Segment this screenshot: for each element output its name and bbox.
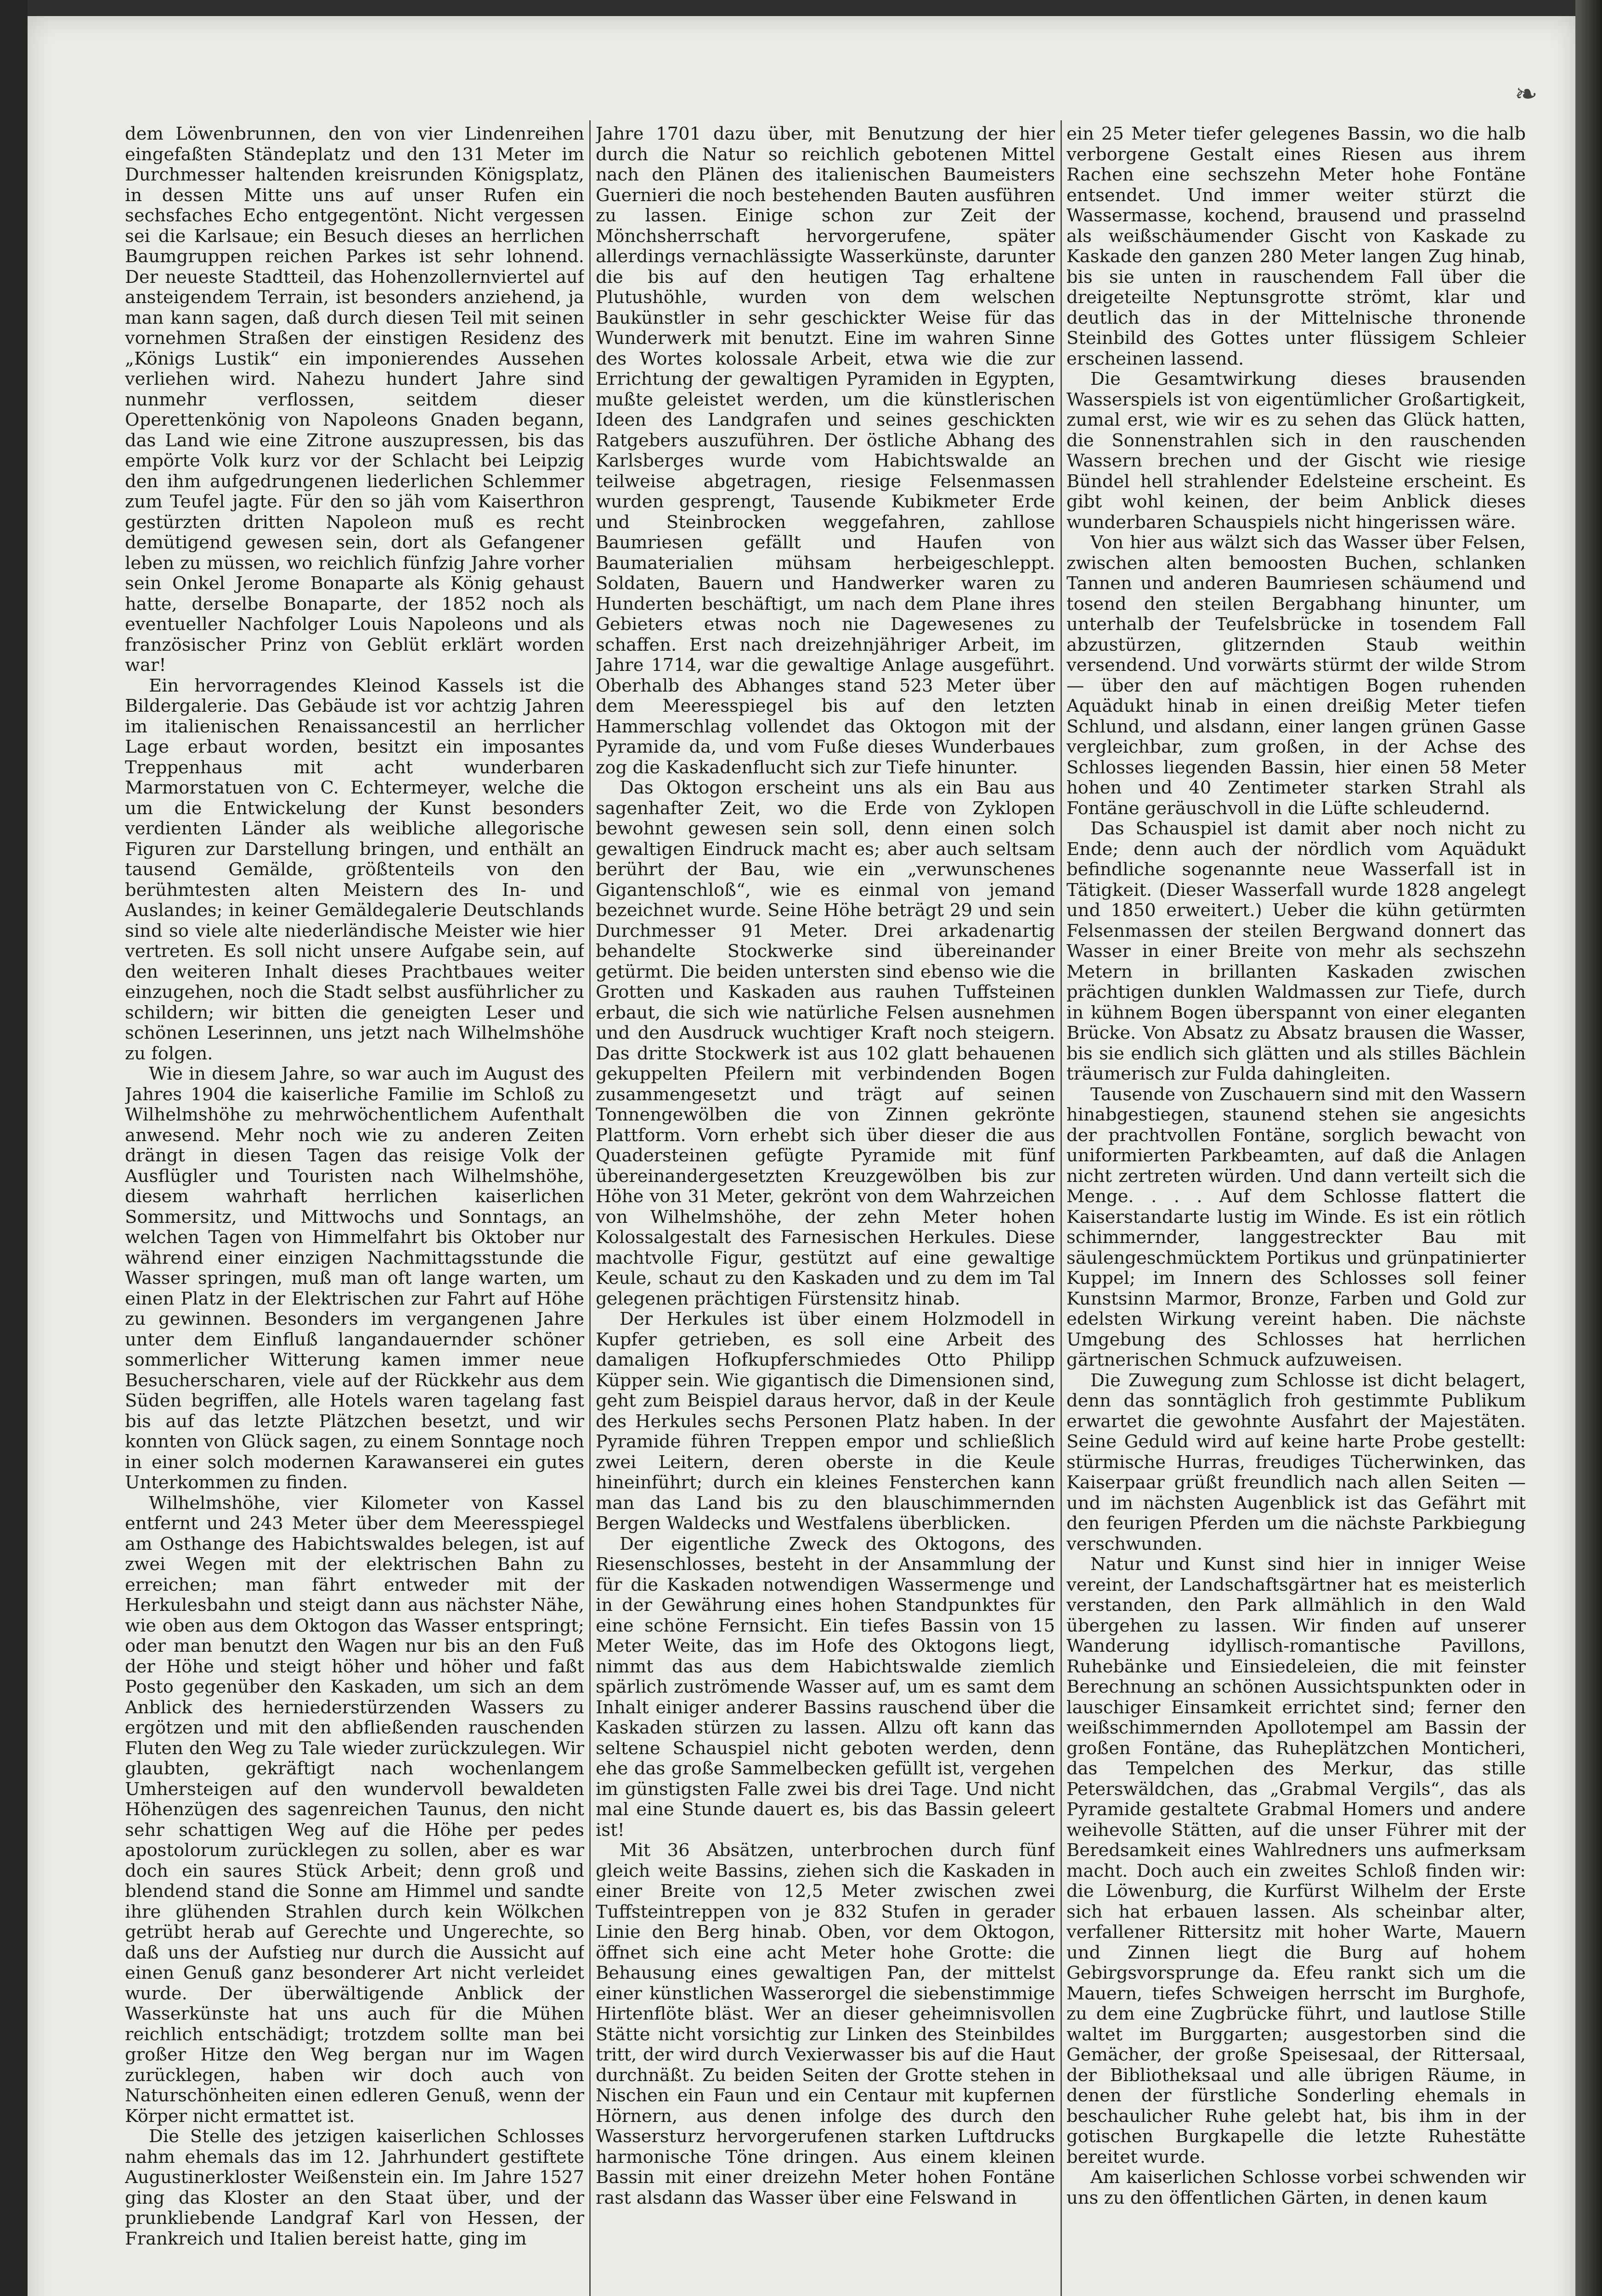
paragraph: Der eigentliche Zweck des Oktogons, des Riesenschlosses, besteht in der Ansammlung der für die Kaskaden notwendigen Wassermenge und in der Gewährung eines hohen Standpunktes für eine schöne Fernsicht. Ein tiefes Bassin von 15 Meter Weite, das im Hofe des Oktogons liegt, nimmt das aus dem Habichtswalde ziemlich spärlich zuströmende Wasser auf, um es samt dem Inhalt einiger anderer Bassins rauschend über die Kaskaden stürzen zu lassen. Allzu oft kann das seltene Schauspiel nicht geboten werden, denn ehe das große Sammelbecken gefüllt ist, vergehen im günstigsten Falle zwei bis drei Tage. Und nicht mal eine Stunde dauert es, bis das Bassin geleert ist! bbox=[596, 1533, 1055, 1840]
paragraph: Die Stelle des jetzigen kaiserlichen Schlosses nahm ehemals das im 12. Jahrhundert gestiftete Augustinerkloster Weißenstein ein. Im Jahre 1527 ging das Kloster an den Staat über, und der prunkliebende Landgraf Karl von Hessen, der Frankreich und Italien bereist hatte, ging im bbox=[125, 2126, 584, 2249]
torn-corner-mark: ❧ bbox=[1514, 78, 1538, 110]
page-left-edge bbox=[0, 0, 28, 2296]
paragraph: Das Schauspiel ist damit aber noch nicht zu Ende; denn auch der nördlich vom Aquädukt befindliche sogenannte neue Wasserfall ist in Tätigkeit. (Dieser Wasserfall wurde 1828 angelegt und 1850 erweitert.) Ueber die kühn getürmten Felsenmassen der steilen Bergwand donnert das Wasser in einer Breite von mehr als sechszehn Metern in brillanten Kaskaden zwischen prächtigen dunklen Waldmassen zur Tiefe, durch in kühnem Bogen überspannt von einer eleganten Brücke. Von Absatz zu Absatz brausen die Wasser, bis sie endlich sich glätten und als stilles Bächlein träumerisch zur Fulda dahingleiten. bbox=[1066, 818, 1526, 1084]
paragraph: Am kaiserlichen Schlosse vorbei schwenden wir uns zu den öffentlichen Gärten, in denen kaum bbox=[1066, 2167, 1526, 2208]
text-column-2 bbox=[596, 124, 1055, 2296]
paragraph: ein 25 Meter tiefer gelegenes Bassin, wo die halb verborgene Gestalt eines Riesen aus ihrem Rachen eine sechszehn Meter hohe Fontäne entsendet. Und immer weiter stürzt die Wassermasse, kochend, brausend und prasselnd als weißschäumender Gischt von Kaskade zu Kaskade den ganzen 280 Meter langen Zug hinab, bis sie unten in rauschendem Fall über die dreigeteilte Neptunsgrotte strömt, klar und deutlich das in der Mittelnische thronende Steinbild des Gottes unter flüssigem Schleier erscheinen lassend. bbox=[1066, 124, 1526, 369]
paragraph: Der Herkules ist über einem Holzmodell in Kupfer getrieben, es soll eine Arbeit des damaligen Hofkupferschmiedes Otto Philipp Küpper sein. Wie gigantisch die Dimensionen sind, geht zum Beispiel daraus hervor, daß in der Keule des Herkules sechs Personen Platz haben. In der Pyramide führen Treppen empor und schließlich zwei Leitern, deren oberste in die Keule hineinführt; durch ein kleines Fensterchen kann man das Land bis zu den blauschimmernden Bergen Waldecks und Westfalens überblicken. bbox=[596, 1309, 1055, 1534]
paragraph: Die Gesamtwirkung dieses brausenden Wasserspiels ist von eigentümlicher Großartigkeit, zumal erst, wie wir es zu sehen das Glück hatten, die Sonnenstrahlen sich in den rauschenden Wassern brechen und der Gischt wie riesige Bündel hell strahlender Edelsteine erscheint. Es gibt wohl keinen, der beim Anblick dieses wunderbaren Schauspiels nicht hingerissen wäre. bbox=[1066, 369, 1526, 533]
text-column-1 bbox=[125, 124, 584, 2296]
paragraph: Das Oktogon erscheint uns als ein Bau aus sagenhafter Zeit, wo die Erde von Zyklopen bewohnt gewesen sein soll, denn einen solch gewaltigen Eindruck macht es; aber auch seltsam berührt der Bau, wie ein „verwunschenes Gigantenschloß“, wie es einmal von jemand bezeichnet wurde. Seine Höhe beträgt 29 und sein Durchmesser 91 Meter. Drei arkadenartig behandelte Stockwerke sind übereinander getürmt. Die beiden untersten sind ebenso wie die Grotten und Kaskaden aus rauhen Tuffsteinen erbaut, die sich wie natürliche Felsen ausnehmen und den Ausdruck wuchtiger Kraft noch steigern. Das dritte Stockwerk ist aus 102 glatt behauenen gekuppelten Pfeilern mit verbindenden Bogen zusammengesetzt und trägt auf seinen Tonnengewölben die von Zinnen gekrönte Plattform. Vorn erhebt sich über dieser die aus Quadersteinen gefügte Pyramide mit fünf übereinandergesetzten Kreuzgewölben bis zur Höhe von 31 Meter, gekrönt von dem Wahrzeichen von Wilhelmshöhe, der zehn Meter hohen Kolossalgestalt des Farnesischen Herkules. Diese machtvolle Figur, gestützt auf eine gewaltige Keule, schaut zu den Kaskaden und zu dem im Tal gelegenen prächtigen Fürstensitz hinab. bbox=[596, 777, 1055, 1309]
paragraph: Von hier aus wälzt sich das Wasser über Felsen, zwischen alten bemoosten Buchen, schlanken Tannen und anderen Baumriesen schäumend und tosend den steilen Bergabhang hinunter, um unterhalb der Teufelsbrücke in tosendem Fall abzustürzen, glitzernden Staub weithin versendend. Und vorwärts stürmt der wilde Strom — über den auf mächtigen Bogen ruhenden Aquädukt hinab in einen dreißig Meter tiefen Schlund, und alsdann, einer langen grünen Gasse vergleichbar, zum großen, in der Achse des Schlosses liegenden Bassin, hier einen 58 Meter hohen und 40 Zentimeter starken Strahl als Fontäne geräuschvoll in die Lüfte schleudernd. bbox=[1066, 532, 1526, 819]
paragraph: Ein hervorragendes Kleinod Kassels ist die Bildergalerie. Das Gebäude ist vor achtzig Jahren im italienischen Renaissancestil an herrlicher Lage erbaut worden, besitzt ein imposantes Treppenhaus mit acht wunderbaren Marmorstatuen von C. Echtermeyer, welche die um die Entwickelung der Kunst besonders verdienten Länder als weibliche allegorische Figuren zur Darstellung bringen, und enthält an tausend Gemälde, größtenteils von den berühmtesten alten Meistern des In- und Auslandes; in keiner Gemäldegalerie Deutschlands sind so viele alte niederländische Meister wie hier vertreten. Es soll nicht unsere Aufgabe sein, auf den weiteren Inhalt dieses Prachtbaues weiter einzugehen, noch die Stadt selbst ausführlicher zu schildern; wir bitten die geneigten Leser und schönen Leserinnen, uns jetzt nach Wilhelmshöhe zu folgen. bbox=[125, 675, 584, 1064]
text-column-3 bbox=[1066, 124, 1526, 2296]
paragraph: dem Löwenbrunnen, den von vier Lindenreihen eingefaßten Ständeplatz und den 131 Meter im Durchmesser haltenden kreisrunden Königsplatz, in dessen Mitte uns auf unser Rufen ein sechsfaches Echo entgegentönt. Nicht vergessen sei die Karlsaue; ein Besuch dieses an herrlichen Baumgruppen reichen Parkes ist sehr lohnend. Der neueste Stadtteil, das Hohenzollernviertel auf ansteigendem Terrain, ist besonders anziehend, ja man kann sagen, daß durch diesen Teil mit seinen vornehmen Straßen der einstigen Residenz des „Königs Lustik“ ein imponierendes Aussehen verliehen wird. Nahezu hundert Jahre sind nunmehr verflossen, seitdem dieser Operettenkönig von Napoleons Gnaden begann, das Land wie eine Zitrone auszupressen, bis das empörte Volk kurz vor der Schlacht bei Leipzig den ihm aufgedrungenen liederlichen Schlemmer zum Teufel jagte. Für den so jäh vom Kaiserthron gestürzten dritten Napoleon muß es recht demütigend gewesen sein, dort als Gefangener leben zu müssen, wo reichlich fünfzig Jahre vorher sein Onkel Jerome Bonaparte als König gehaust hatte, derselbe Bonaparte, der 1852 noch als eventueller Nachfolger Louis Napoleons und als französischer Prinz von Geblüt erklärt worden war! bbox=[125, 124, 584, 675]
book-binding-edge bbox=[1575, 0, 1602, 2296]
paragraph: Natur und Kunst sind hier in inniger Weise vereint, der Landschaftsgärtner hat es meisterlich verstanden, den Park allmählich in den Wald übergehen zu lassen. Wir finden auf unserer Wanderung idyllisch-romantische Pavillons, Ruhebänke und Einsiedeleien, die mit feinster Berechnung an schönen Aussichtspunkten oder in lauschiger Einsamkeit errichtet sind; ferner den weißschimmernden Apollotempel am Bassin der großen Fontäne, das Ruheplätzchen Monticheri, das Tempelchen des Merkur, das stille Peterswäldchen, das „Grabmal Vergils“, das als Pyramide gestaltete Grabmal Homers und andere weihevolle Stätten, auf die unser Führer mit der Beredsamkeit eines Wahlredners uns aufmerksam macht. Doch auch ein zweites Schloß finden wir: die Löwenburg, die Kurfürst Wilhelm der Erste sich hat erbauen lassen. Als scheinbar alter, verfallener Rittersitz mit hoher Warte, Mauern und Zinnen liegt die Burg auf hohem Gebirgsvorsprunge da. Efeu rankt sich um die Mauern, tiefes Schweigen herrscht im Burghofe, zu dem eine Zugbrücke führt, und lautlose Stille waltet im Burggarten; ausgestorben sind die Gemächer, der große Speisesaal, der Rittersaal, der Bibliotheksaal und alle übrigen Räume, in denen der fürstliche Sonderling ehemals in beschaulicher Ruhe gelebt hat, bis ihm in der gotischen Burgkapelle die letzte Ruhestätte bereitet wurde. bbox=[1066, 1554, 1526, 2167]
paragraph: Jahre 1701 dazu über, mit Benutzung der hier durch die Natur so reichlich gebotenen Mittel nach den Plänen des italienischen Baumeisters Guernieri die noch bestehenden Bauten ausführen zu lassen. Einige schon zur Zeit der Mönchsherrschaft hervorgerufene, später allerdings vernachlässigte Wasserkünste, darunter die bis auf den heutigen Tag erhaltene Plutushöhle, wurden von dem welschen Baukünstler in sehr geschickter Weise für das Wunderwerk mit benutzt. Eine im wahren Sinne des Wortes kolossale Arbeit, etwa wie die zur Errichtung der gewaltigen Pyramiden in Egypten, mußte geleistet werden, um die künstlerischen Ideen des Landgrafen und seines geschickten Ratgebers auszuführen. Der östliche Abhang des Karlsberges wurde vom Habichtswalde an teilweise abgetragen, riesige Felsenmassen wurden gesprengt, Tausende Kubikmeter Erde und Steinbrocken weggefahren, zahllose Baumriesen gefällt und Haufen von Baumaterialien mühsam herbeigeschleppt. Soldaten, Bauern und Handwerker waren zu Hunderten beschäftigt, um nach dem Plane ihres Gebieters etwas noch nie Dagewesenes zu schaffen. Erst nach dreizehnjähriger Arbeit, im Jahre 1714, war die gewaltige Anlage ausgeführt. Oberhalb des Abhanges stand 523 Meter über dem Meeresspiegel bis auf den letzten Hammerschlag vollendet das Oktogon mit der Pyramide da, und vom Fuße dieses Wunderbaues zog die Kaskadenflucht sich zur Tiefe hinunter. bbox=[596, 124, 1055, 778]
paragraph: Wilhelmshöhe, vier Kilometer von Kassel entfernt und 243 Meter über dem Meeresspiegel am Osthange des Habichtswaldes belegen, ist auf zwei Wegen mit der elektrischen Bahn zu erreichen; man fährt entweder mit der Herkulesbahn und steigt dann aus nächster Nähe, wie oben aus dem Oktogon das Wasser entspringt; oder man benutzt den Wagen nur bis an den Fuß der Höhe und steigt höher und höher und faßt Posto gegenüber den Kaskaden, um sich an dem Anblick des herniederstürzenden Wassers zu ergötzen und mit den abfließenden rauschenden Fluten den Weg zu Tale wieder zurückzulegen. Wir glaubten, gekräftigt nach wochenlangem Umhersteigen auf den wundervoll bewaldeten Höhenzügen des sagenreichen Taunus, den nicht sehr schattigen Weg auf die Höhe per pedes apostolorum zurücklegen zu sollen, aber es war doch ein saures Stück Arbeit; denn groß und blendend stand die Sonne am Himmel und sandte ihre glühenden Strahlen durch kein Wölkchen getrübt herab auf Gerechte und Ungerechte, so daß uns der Aufstieg nur durch die Aussicht auf einen Genuß ganz besonderer Art nicht verleidet wurde. Der überwältigende Anblick der Wasserkünste hat uns auch für die Mühen reichlich entschädigt; trotzdem sollte man bei großer Hitze den Weg bergan nur im Wagen zurücklegen, haben wir doch auch von Naturschönheiten einen edleren Genuß, wenn der Körper nicht ermattet ist. bbox=[125, 1492, 584, 2127]
article-columns bbox=[125, 124, 1535, 2296]
paragraph: Mit 36 Absätzen, unterbrochen durch fünf gleich weite Bassins, ziehen sich die Kaskaden in einer Breite von 12,5 Meter zwischen zwei Tuffsteintreppen von je 832 Stufen in gerader Linie den Berg hinab. Oben, vor dem Oktogon, öffnet sich eine acht Meter hohe Grotte: die Behausung eines gewaltigen Pan, der mittelst einer künstlichen Wasserorgel die siebenstimmige Hirtenflöte bläst. Wer an dieser geheimnisvollen Stätte nicht vorsichtig zur Linken des Steinbildes tritt, der wird durch Vexierwasser bis auf die Haut durchnäßt. Zu beiden Seiten der Grotte stehen in Nischen ein Faun und ein Centaur mit kupfernen Hörnern, aus denen infolge des durch den Wassersturz hervorgerufenen starken Luftdrucks harmonische Töne dringen. Aus einem kleinen Bassin mit einer dreizehn Meter hohen Fontäne rast alsdann das Wasser über eine Felswand in bbox=[596, 1840, 1055, 2208]
paragraph: Tausende von Zuschauern sind mit den Wassern hinabgestiegen, staunend stehen sie angesichts der prachtvollen Fontäne, sorglich bewacht von uniformierten Parkbeamten, auf daß die Anlagen nicht zertreten würden. Und dann verteilt sich die Menge. . . . Auf dem Schlosse flattert die Kaiserstandarte lustig im Winde. Es ist ein rötlich schimmernder, langgestreckter Bau mit säulengeschmücktem Portikus und grünpatinierter Kuppel; im Innern des Schlosses soll feiner Kunstsinn Marmor, Bronze, Farben und Gold zur edelsten Wirkung vereint haben. Die nächste Umgebung des Schlosses hat herrlichen gärtnerischen Schmuck aufzuweisen. bbox=[1066, 1084, 1526, 1370]
paragraph: Wie in diesem Jahre, so war auch im August des Jahres 1904 die kaiserliche Familie im Schloß zu Wilhelmshöhe zu mehrwöchentlichem Aufenthalt anwesend. Mehr noch wie zu anderen Zeiten drängt in diesen Tagen das reisige Volk der Ausflügler und Touristen nach Wilhelmshöhe, diesem wahrhaft herrlichen kaiserlichen Sommersitz, und Mittwochs und Sonntags, an welchen Tagen von Himmelfahrt bis Oktober nur während einer einzigen Nachmittagsstunde die Wasser springen, muß man oft lange warten, um einen Platz in der Elektrischen zur Fahrt auf Höhe zu gewinnen. Besonders im vergangenen Jahre unter dem Einfluß langandauernder schöner sommerlicher Witterung kamen immer neue Besucherscharen, viele auf der Rückkehr aus dem Süden begriffen, alle Hotels waren tagelang fast bis auf das letzte Plätzchen besetzt, und wir konnten von Glück sagen, zu einem Sonntage noch in einer solch modernen Karawanserei ein gutes Unterkommen zu finden. bbox=[125, 1064, 584, 1493]
paragraph: Die Zuwegung zum Schlosse ist dicht belagert, denn das sonntäglich froh gestimmte Publikum erwartet die gewohnte Ausfahrt der Majestäten. Seine Geduld wird auf keine harte Probe gestellt: stürmische Hurras, freudiges Tücherwinken, das Kaiserpaar grüßt freundlich nach allen Seiten — und im nächsten Augenblick ist das Gefährt mit den feurigen Pferden um die nächste Parkbiegung verschwunden. bbox=[1066, 1370, 1526, 1554]
